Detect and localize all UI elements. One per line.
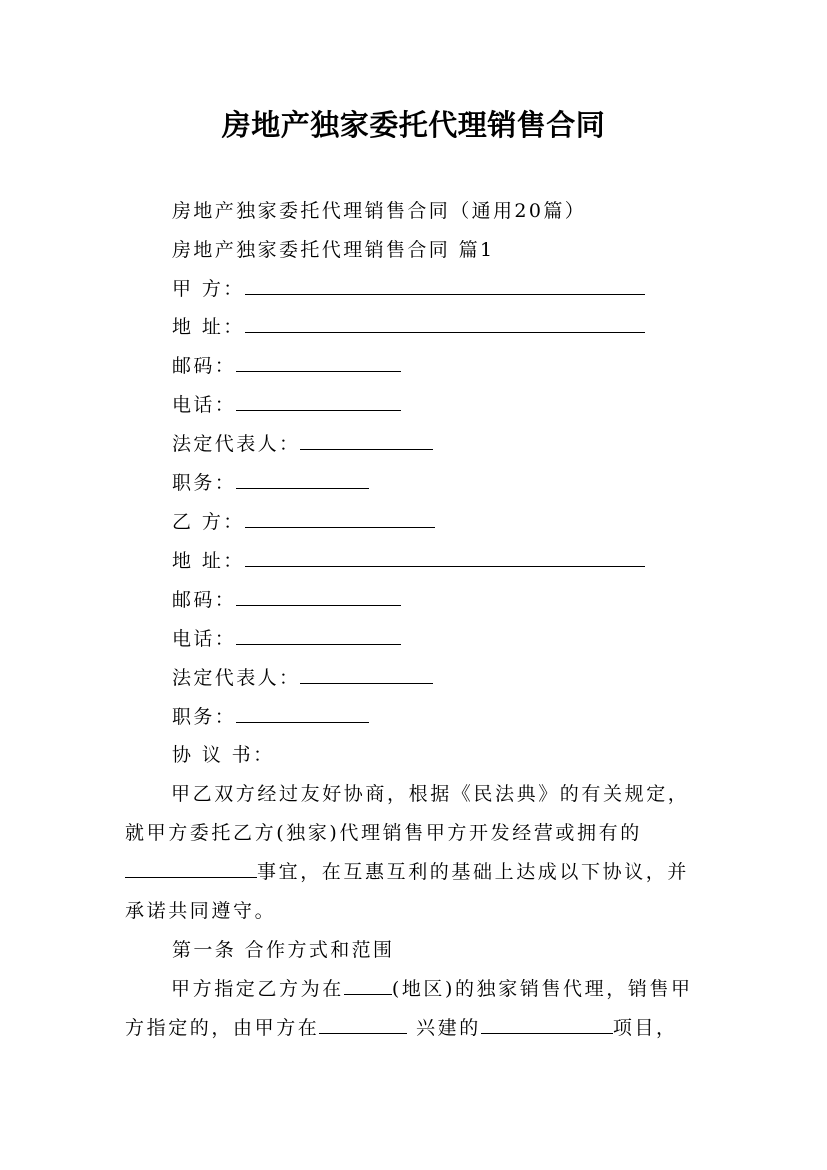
party-b-blank[interactable] [245, 509, 435, 528]
paragraph-1-line-4: 承诺共同遵守。 [125, 900, 277, 922]
paragraph-2-line-2-a: 方指定的，由甲方在 [125, 1017, 320, 1039]
party-b-postcode-blank[interactable] [236, 587, 401, 606]
chapter-heading: 房地产独家委托代理销售合同 篇1 [172, 239, 495, 261]
party-b-position-label: 职务： [172, 706, 237, 728]
article-1-heading: 第一条 合作方式和范围 [172, 939, 395, 961]
party-a-position-field [172, 470, 369, 496]
document-title: 房地产独家委托代理销售合同 [221, 108, 606, 142]
party-b-address-label: 地 址： [172, 550, 245, 572]
document-subtitle: 房地产独家委托代理销售合同（通用20篇） [172, 200, 587, 222]
paragraph-2-line-2 [125, 1015, 715, 1041]
party-b-phone-label: 电话： [172, 628, 237, 650]
party-b-label: 乙 方： [172, 511, 245, 533]
party-a-legal-rep-field [172, 431, 433, 457]
party-a-label: 甲 方： [172, 278, 245, 300]
party-b-phone-blank[interactable] [236, 626, 401, 645]
party-a-phone-field [172, 392, 401, 418]
party-a-position-label: 职务： [172, 472, 237, 494]
paragraph-2-line-1-b: (地区)的独家销售代理，销售甲 [391, 978, 693, 1000]
party-a-address-blank[interactable] [245, 314, 645, 333]
party-b-address-blank[interactable] [245, 548, 645, 567]
party-a-field [172, 276, 645, 302]
party-b-position-field [172, 704, 369, 730]
paragraph-2-line-2-b: 兴建的 [407, 1017, 481, 1039]
party-b-field [172, 509, 435, 535]
party-b-phone-field [172, 626, 401, 652]
project-name-blank[interactable] [125, 859, 257, 878]
party-a-phone-blank[interactable] [236, 392, 401, 411]
paragraph-1-line-1: 甲乙双方经过友好协商，根据《民法典》的有关规定， [171, 783, 690, 805]
party-a-legal-rep-label: 法定代表人： [172, 433, 301, 455]
paragraph-2-line-1 [125, 976, 761, 1002]
party-b-address-field [172, 548, 645, 574]
party-a-postcode-label: 邮码： [172, 355, 237, 377]
party-b-postcode-field [172, 587, 401, 613]
party-b-legal-rep-field [172, 665, 433, 691]
paragraph-1-line-2: 就甲方委托乙方(独家)代理销售甲方开发经营或拥有的 [125, 822, 642, 844]
party-b-legal-rep-label: 法定代表人： [172, 667, 301, 689]
paragraph-1-line-3 [125, 859, 715, 885]
paragraph-2-line-2-c: 项目， [612, 1017, 678, 1039]
party-a-blank[interactable] [245, 276, 645, 295]
paragraph-1-line-3-text: 事宜，在互惠互利的基础上达成以下协议，并 [257, 861, 690, 883]
party-b-legal-rep-blank[interactable] [300, 665, 433, 684]
party-b-postcode-label: 邮码： [172, 589, 237, 611]
location-blank[interactable] [319, 1015, 407, 1034]
region-blank[interactable] [344, 976, 392, 995]
party-a-postcode-blank[interactable] [236, 353, 401, 372]
party-b-position-blank[interactable] [236, 704, 369, 723]
party-a-address-label: 地 址： [172, 316, 245, 338]
party-a-address-field [172, 314, 645, 340]
party-a-phone-label: 电话： [172, 394, 237, 416]
party-a-position-blank[interactable] [236, 470, 369, 489]
party-a-postcode-field [172, 353, 401, 379]
project-blank[interactable] [481, 1015, 613, 1034]
party-a-legal-rep-blank[interactable] [300, 431, 433, 450]
agreement-heading: 协 议 书： [172, 744, 275, 766]
paragraph-2-line-1-a: 甲方指定乙方为在 [171, 978, 344, 1000]
